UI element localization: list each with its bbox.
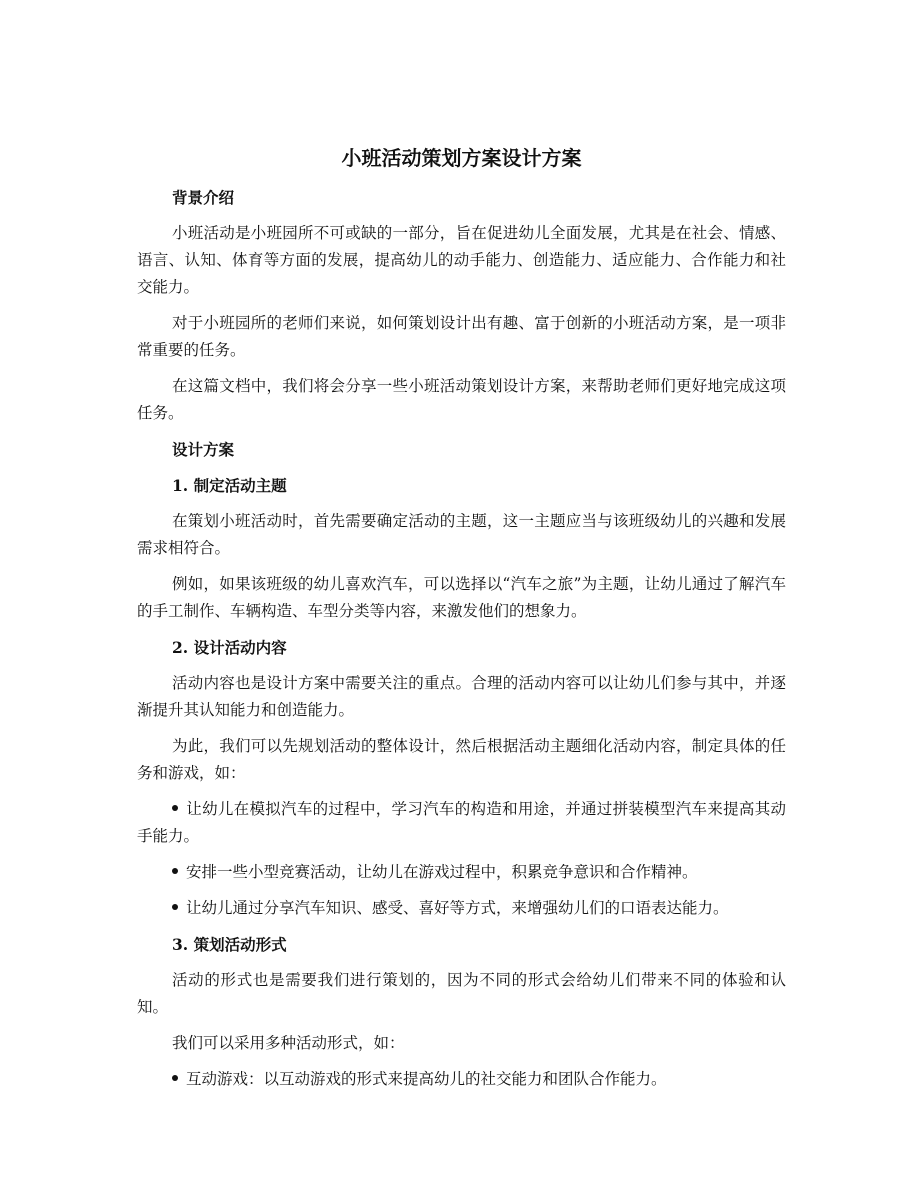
section-2-heading: 2. 设计活动内容 bbox=[172, 638, 287, 657]
section-1-paragraph-1: 在策划小班活动时，首先需要确定活动的主题，这一主题应当与该班级幼儿的兴趣和发展需求相符合。 bbox=[137, 512, 786, 557]
intro-paragraph-2: 对于小班园所的老师们来说，如何策划设计出有趣、富于创新的小班活动方案，是一项非常重要的任务。 bbox=[137, 314, 786, 359]
section-3-heading: 3. 策划活动形式 bbox=[172, 935, 287, 954]
intro-paragraph-1: 小班活动是小班园所不可或缺的一部分，旨在促进幼儿全面发展，尤其是在社会、情感、语言、认知、体育等方面的发展，提高幼儿的动手能力、创造能力、适应能力、合作能力和社交能力。 bbox=[137, 224, 786, 296]
section-3-paragraph-2: 我们可以采用多种活动形式，如： bbox=[172, 1034, 405, 1052]
bullet-text: 互动游戏：以互动游戏的形式来提高幼儿的社交能力和团队合作能力。 bbox=[186, 1070, 667, 1088]
design-heading: 设计方案 bbox=[172, 440, 235, 459]
section-3-bullet-item bbox=[137, 1066, 786, 1093]
section-2-paragraph-1: 活动内容也是设计方案中需要关注的重点。合理的活动内容可以让幼儿们参与其中，并逐渐提升其认知能力和创造能力。 bbox=[137, 674, 786, 719]
document-title: 小班活动策划方案设计方案 bbox=[341, 146, 582, 170]
section-2-bullet-item bbox=[137, 895, 786, 922]
section-2-paragraph-2: 为此，我们可以先规划活动的整体设计，然后根据活动主题细化活动内容，制定具体的任务和游戏，如： bbox=[137, 737, 786, 782]
bullet-text: 安排一些小型竞赛活动，让幼儿在游戏过程中，积累竞争意识和合作精神。 bbox=[186, 863, 698, 881]
bullet-text: 让幼儿在模拟汽车的过程中，学习汽车的构造和用途，并通过拼装模型汽车来提高其动手能力。 bbox=[137, 800, 786, 845]
bullet-dot-icon bbox=[172, 904, 178, 910]
bullet-dot-icon bbox=[172, 805, 178, 811]
document-page bbox=[137, 138, 786, 1102]
background-heading: 背景介绍 bbox=[172, 188, 235, 207]
section-1-heading: 1. 制定活动主题 bbox=[172, 476, 287, 495]
section-1-paragraph-2: 例如，如果该班级的幼儿喜欢汽车，可以选择以“汽车之旅”为主题，让幼儿通过了解汽车的手工制作、车辆构造、车型分类等内容，来激发他们的想象力。 bbox=[137, 575, 786, 620]
bullet-dot-icon bbox=[172, 1075, 178, 1081]
section-3-paragraph-1: 活动的形式也是需要我们进行策划的，因为不同的形式会给幼儿们带来不同的体验和认知。 bbox=[137, 971, 786, 1016]
section-2-bullet-item bbox=[137, 859, 786, 886]
section-2-bullet-item bbox=[137, 796, 786, 850]
intro-paragraph-3: 在这篇文档中，我们将会分享一些小班活动策划设计方案，来帮助老师们更好地完成这项任务。 bbox=[137, 377, 786, 422]
bullet-dot-icon bbox=[172, 868, 178, 874]
bullet-text: 让幼儿通过分享汽车知识、感受、喜好等方式，来增强幼儿们的口语表达能力。 bbox=[186, 899, 729, 917]
